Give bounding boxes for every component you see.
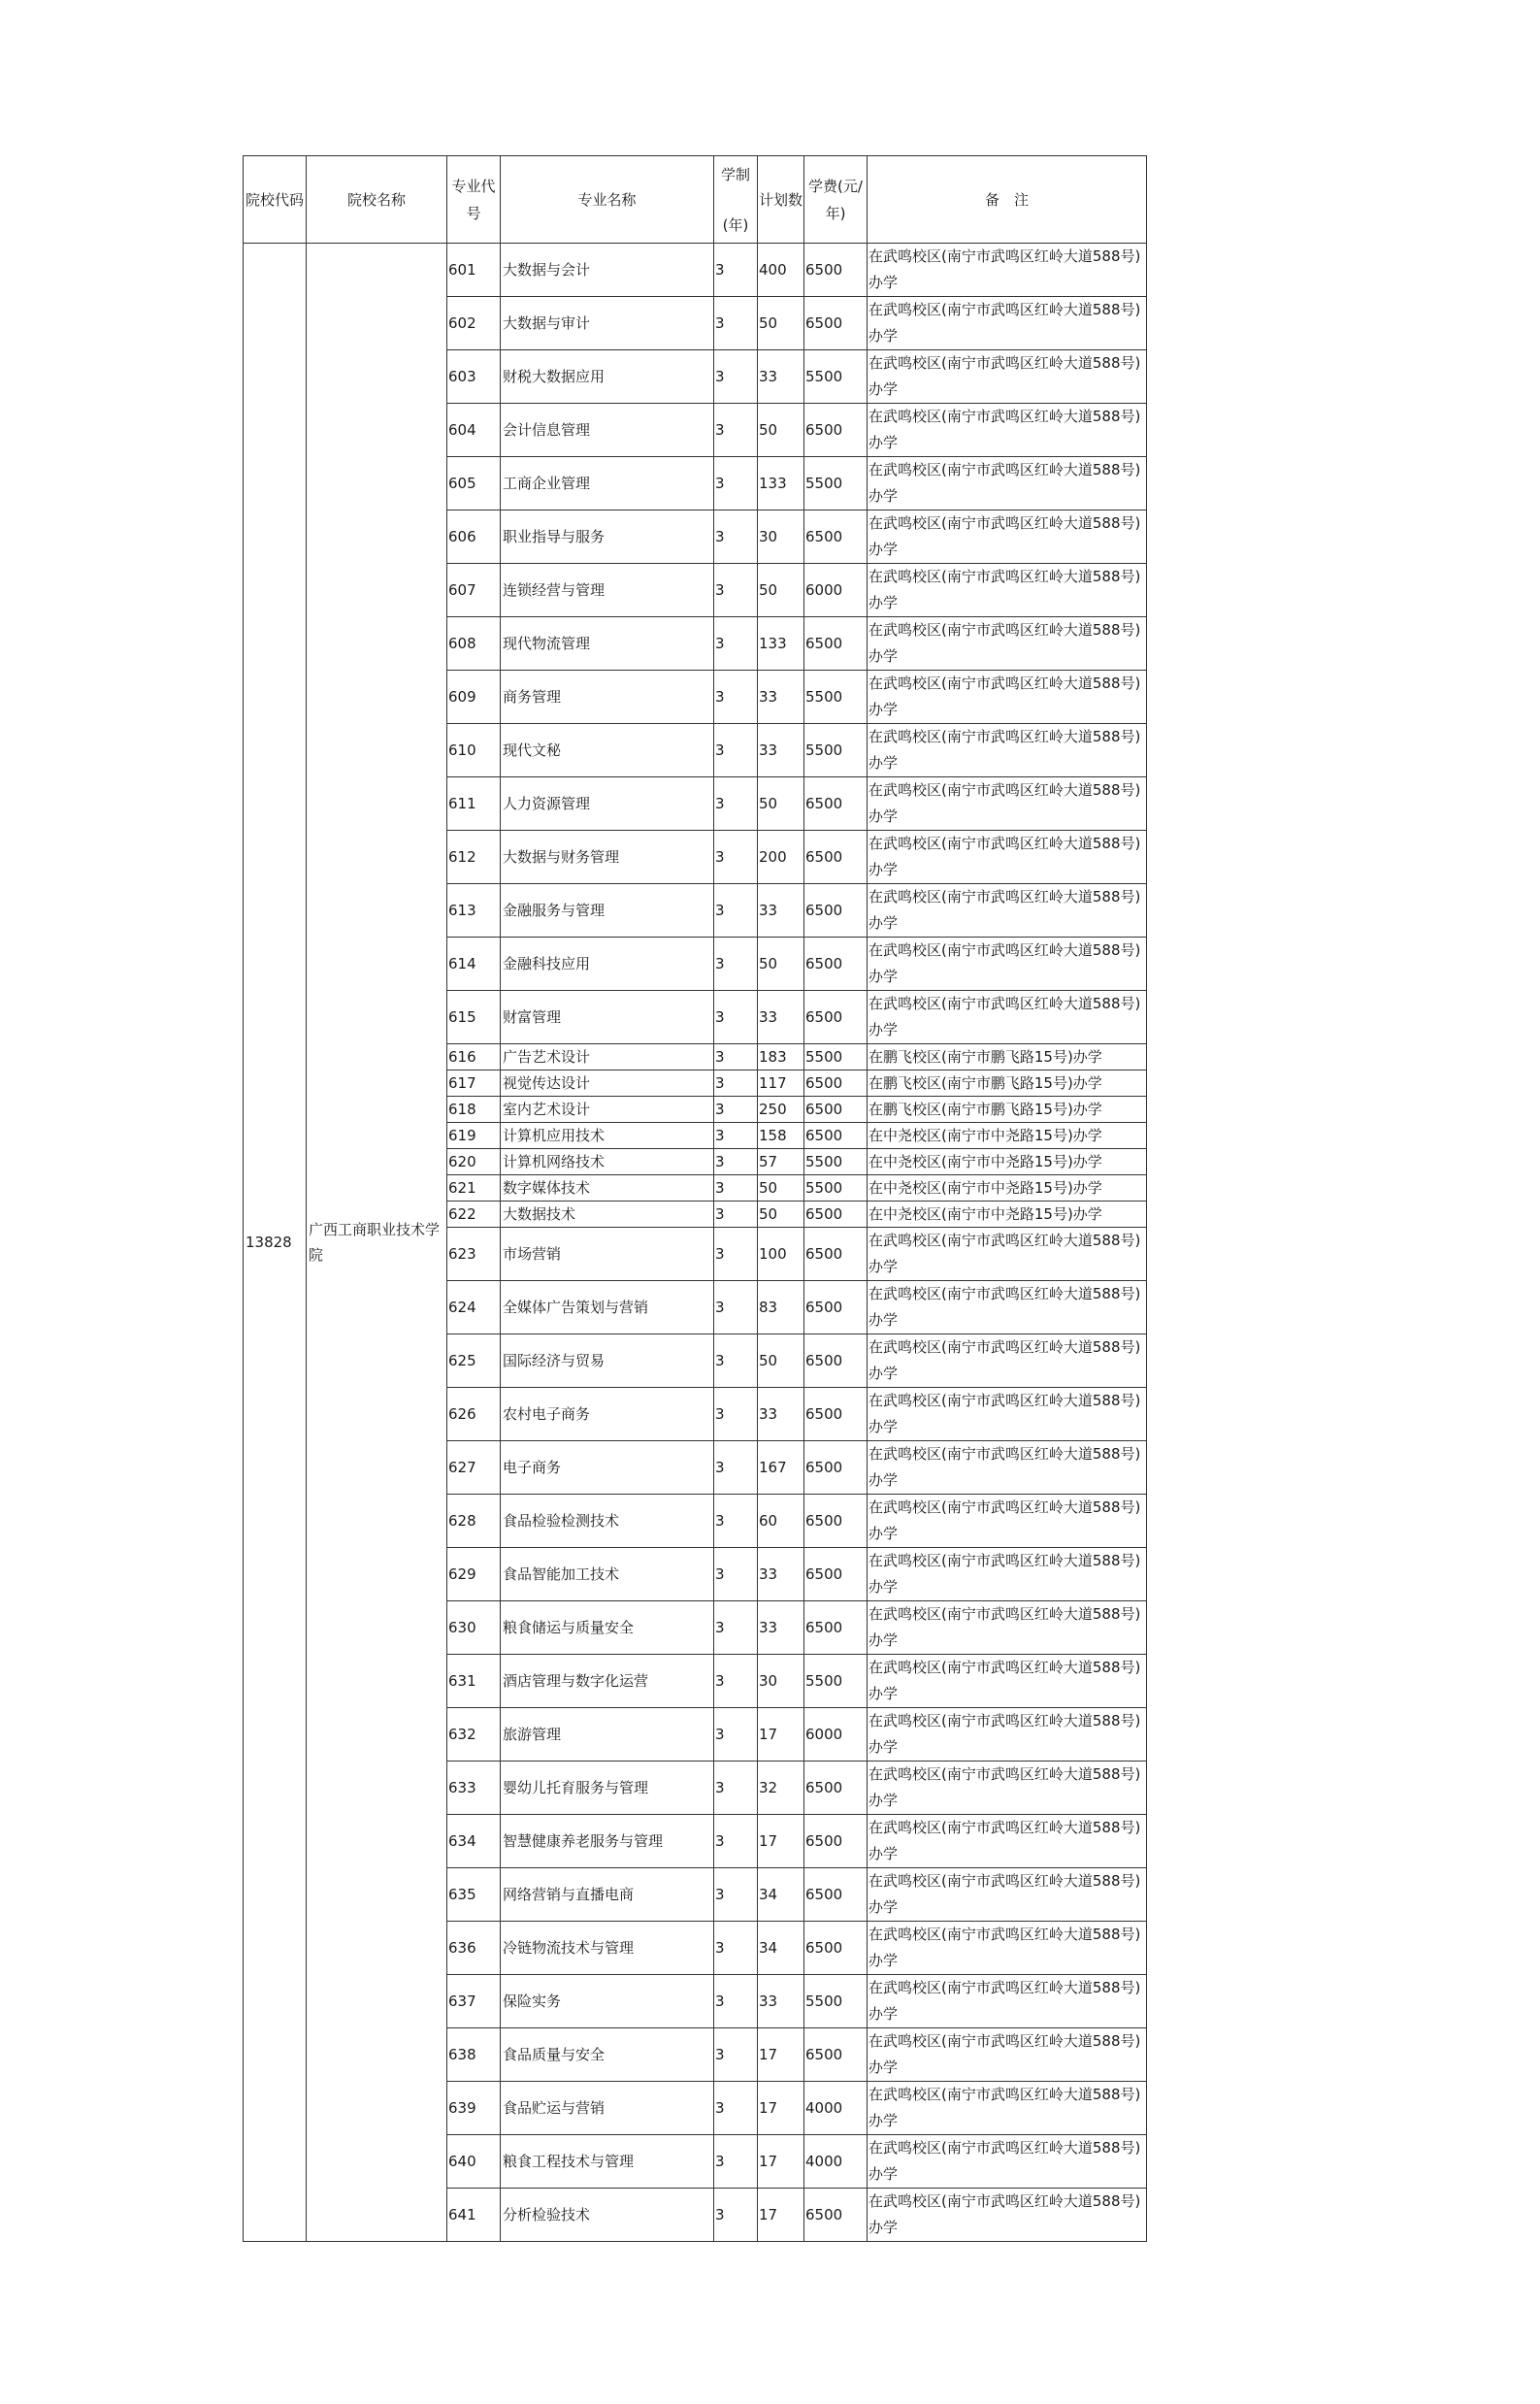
years-cell: 3 (714, 510, 758, 564)
major-name-cell: 视觉传达设计 (501, 1070, 714, 1097)
major-code-cell: 629 (447, 1548, 501, 1601)
years-cell: 3 (714, 1708, 758, 1762)
fee-cell: 6500 (804, 1922, 868, 1975)
years-cell: 3 (714, 564, 758, 617)
plan-cell: 250 (758, 1097, 804, 1123)
fee-cell: 6500 (804, 1334, 868, 1388)
plan-cell: 30 (758, 1655, 804, 1708)
years-cell: 3 (714, 991, 758, 1044)
major-name-cell: 网络营销与直播电商 (501, 1868, 714, 1922)
fee-cell: 6500 (804, 1601, 868, 1655)
major-name-cell: 大数据与审计 (501, 297, 714, 350)
years-cell: 3 (714, 671, 758, 724)
major-code-cell: 638 (447, 2028, 501, 2082)
major-code-cell: 619 (447, 1123, 501, 1149)
plan-cell: 33 (758, 991, 804, 1044)
fee-cell: 6500 (804, 404, 868, 457)
plan-cell: 158 (758, 1123, 804, 1149)
years-cell: 3 (714, 1975, 758, 2028)
header-years-bottom: (年) (722, 215, 749, 234)
years-cell: 3 (714, 724, 758, 777)
plan-cell: 167 (758, 1441, 804, 1495)
header-school-name: 院校名称 (307, 156, 447, 244)
major-code-cell: 607 (447, 564, 501, 617)
fee-cell: 6000 (804, 564, 868, 617)
major-code-cell: 626 (447, 1388, 501, 1441)
note-cell: 在武鸣校区(南宁市武鸣区红岭大道588号)办学 (868, 2135, 1147, 2189)
note-cell: 在武鸣校区(南宁市武鸣区红岭大道588号)办学 (868, 564, 1147, 617)
plan-cell: 17 (758, 2028, 804, 2082)
major-name-cell: 工商企业管理 (501, 457, 714, 510)
fee-cell: 6500 (804, 1495, 868, 1548)
fee-cell: 4000 (804, 2135, 868, 2189)
note-cell: 在武鸣校区(南宁市武鸣区红岭大道588号)办学 (868, 2028, 1147, 2082)
plan-cell: 50 (758, 1202, 804, 1228)
note-cell: 在武鸣校区(南宁市武鸣区红岭大道588号)办学 (868, 938, 1147, 991)
fee-cell: 6500 (804, 1070, 868, 1097)
major-name-cell: 旅游管理 (501, 1708, 714, 1762)
major-name-cell: 职业指导与服务 (501, 510, 714, 564)
note-cell: 在武鸣校区(南宁市武鸣区红岭大道588号)办学 (868, 777, 1147, 831)
plan-cell: 83 (758, 1281, 804, 1334)
plan-cell: 17 (758, 2189, 804, 2242)
header-major-code: 专业代号 (447, 156, 501, 244)
major-code-cell: 633 (447, 1762, 501, 1815)
note-cell: 在武鸣校区(南宁市武鸣区红岭大道588号)办学 (868, 831, 1147, 884)
major-name-cell: 现代物流管理 (501, 617, 714, 671)
note-cell: 在武鸣校区(南宁市武鸣区红岭大道588号)办学 (868, 671, 1147, 724)
major-code-cell: 620 (447, 1149, 501, 1175)
header-years-top: 学制 (720, 165, 750, 183)
fee-cell: 6500 (804, 1097, 868, 1123)
note-cell: 在武鸣校区(南宁市武鸣区红岭大道588号)办学 (868, 1495, 1147, 1548)
major-code-cell: 632 (447, 1708, 501, 1762)
note-cell: 在武鸣校区(南宁市武鸣区红岭大道588号)办学 (868, 404, 1147, 457)
years-cell: 3 (714, 777, 758, 831)
major-name-cell: 连锁经营与管理 (501, 564, 714, 617)
years-cell: 3 (714, 1762, 758, 1815)
fee-cell: 5500 (804, 724, 868, 777)
fee-cell: 6500 (804, 297, 868, 350)
major-code-cell: 630 (447, 1601, 501, 1655)
major-name-cell: 婴幼儿托育服务与管理 (501, 1762, 714, 1815)
major-name-cell: 分析检验技术 (501, 2189, 714, 2242)
fee-cell: 6500 (804, 991, 868, 1044)
plan-cell: 50 (758, 297, 804, 350)
plan-cell: 57 (758, 1149, 804, 1175)
enrollment-plan-sheet (243, 155, 1146, 2242)
note-cell: 在武鸣校区(南宁市武鸣区红岭大道588号)办学 (868, 1762, 1147, 1815)
major-code-cell: 634 (447, 1815, 501, 1868)
note-cell: 在鹏飞校区(南宁市鹏飞路15号)办学 (868, 1097, 1147, 1123)
plan-cell: 33 (758, 1601, 804, 1655)
major-code-cell: 618 (447, 1097, 501, 1123)
years-cell: 3 (714, 1495, 758, 1548)
plan-cell: 200 (758, 831, 804, 884)
years-cell: 3 (714, 2189, 758, 2242)
fee-cell: 5500 (804, 1044, 868, 1070)
plan-cell: 50 (758, 938, 804, 991)
school-code-cell: 13828 (244, 244, 307, 2242)
major-name-cell: 食品贮运与营销 (501, 2082, 714, 2135)
plan-cell: 100 (758, 1228, 804, 1281)
major-code-cell: 640 (447, 2135, 501, 2189)
years-cell: 3 (714, 1228, 758, 1281)
years-cell: 3 (714, 244, 758, 297)
fee-cell: 5500 (804, 350, 868, 404)
note-cell: 在武鸣校区(南宁市武鸣区红岭大道588号)办学 (868, 297, 1147, 350)
major-code-cell: 608 (447, 617, 501, 671)
major-code-cell: 639 (447, 2082, 501, 2135)
table-body (244, 244, 1147, 2242)
fee-cell: 6500 (804, 2189, 868, 2242)
fee-cell: 6500 (804, 2028, 868, 2082)
years-cell: 3 (714, 1070, 758, 1097)
major-name-cell: 数字媒体技术 (501, 1175, 714, 1202)
note-cell: 在武鸣校区(南宁市武鸣区红岭大道588号)办学 (868, 1388, 1147, 1441)
plan-cell: 50 (758, 1175, 804, 1202)
major-code-cell: 610 (447, 724, 501, 777)
major-code-cell: 637 (447, 1975, 501, 2028)
years-cell: 3 (714, 1601, 758, 1655)
fee-cell: 6500 (804, 1123, 868, 1149)
note-cell: 在武鸣校区(南宁市武鸣区红岭大道588号)办学 (868, 1281, 1147, 1334)
major-name-cell: 人力资源管理 (501, 777, 714, 831)
note-cell: 在武鸣校区(南宁市武鸣区红岭大道588号)办学 (868, 617, 1147, 671)
note-cell: 在武鸣校区(南宁市武鸣区红岭大道588号)办学 (868, 991, 1147, 1044)
major-code-cell: 641 (447, 2189, 501, 2242)
years-cell: 3 (714, 1175, 758, 1202)
fee-cell: 5500 (804, 1975, 868, 2028)
plan-cell: 34 (758, 1868, 804, 1922)
major-code-cell: 635 (447, 1868, 501, 1922)
major-code-cell: 613 (447, 884, 501, 938)
major-name-cell: 全媒体广告策划与营销 (501, 1281, 714, 1334)
years-cell: 3 (714, 2028, 758, 2082)
major-name-cell: 室内艺术设计 (501, 1097, 714, 1123)
years-cell: 3 (714, 1655, 758, 1708)
note-cell: 在武鸣校区(南宁市武鸣区红岭大道588号)办学 (868, 1601, 1147, 1655)
major-name-cell: 粮食储运与质量安全 (501, 1601, 714, 1655)
major-name-cell: 保险实务 (501, 1975, 714, 2028)
note-cell: 在武鸣校区(南宁市武鸣区红岭大道588号)办学 (868, 1708, 1147, 1762)
major-code-cell: 624 (447, 1281, 501, 1334)
major-code-cell: 609 (447, 671, 501, 724)
major-name-cell: 酒店管理与数字化运营 (501, 1655, 714, 1708)
major-name-cell: 粮食工程技术与管理 (501, 2135, 714, 2189)
major-code-cell: 617 (447, 1070, 501, 1097)
major-code-cell: 622 (447, 1202, 501, 1228)
plan-cell: 33 (758, 1975, 804, 2028)
years-cell: 3 (714, 1815, 758, 1868)
major-code-cell: 612 (447, 831, 501, 884)
major-name-cell: 国际经济与贸易 (501, 1334, 714, 1388)
plan-cell: 33 (758, 1548, 804, 1601)
major-name-cell: 计算机应用技术 (501, 1123, 714, 1149)
major-code-cell: 628 (447, 1495, 501, 1548)
fee-cell: 6500 (804, 1441, 868, 1495)
major-name-cell: 金融科技应用 (501, 938, 714, 991)
major-code-cell: 606 (447, 510, 501, 564)
note-cell: 在武鸣校区(南宁市武鸣区红岭大道588号)办学 (868, 884, 1147, 938)
major-code-cell: 611 (447, 777, 501, 831)
major-name-cell: 食品质量与安全 (501, 2028, 714, 2082)
years-cell: 3 (714, 938, 758, 991)
fee-cell: 6500 (804, 1762, 868, 1815)
plan-cell: 34 (758, 1922, 804, 1975)
header-school-code: 院校代码 (244, 156, 307, 244)
major-name-cell: 智慧健康养老服务与管理 (501, 1815, 714, 1868)
note-cell: 在武鸣校区(南宁市武鸣区红岭大道588号)办学 (868, 1975, 1147, 2028)
years-cell: 3 (714, 297, 758, 350)
years-cell: 3 (714, 1097, 758, 1123)
major-code-cell: 621 (447, 1175, 501, 1202)
note-cell: 在武鸣校区(南宁市武鸣区红岭大道588号)办学 (868, 1922, 1147, 1975)
note-cell: 在武鸣校区(南宁市武鸣区红岭大道588号)办学 (868, 1334, 1147, 1388)
years-cell: 3 (714, 1548, 758, 1601)
major-name-cell: 食品检验检测技术 (501, 1495, 714, 1548)
major-code-cell: 603 (447, 350, 501, 404)
note-cell: 在武鸣校区(南宁市武鸣区红岭大道588号)办学 (868, 1228, 1147, 1281)
plan-cell: 133 (758, 457, 804, 510)
years-cell: 3 (714, 2135, 758, 2189)
years-cell: 3 (714, 457, 758, 510)
fee-cell: 6500 (804, 510, 868, 564)
fee-cell: 6500 (804, 617, 868, 671)
plan-cell: 30 (758, 510, 804, 564)
note-cell: 在武鸣校区(南宁市武鸣区红岭大道588号)办学 (868, 2082, 1147, 2135)
note-cell: 在中尧校区(南宁市中尧路15号)办学 (868, 1202, 1147, 1228)
years-cell: 3 (714, 1044, 758, 1070)
plan-cell: 50 (758, 1334, 804, 1388)
fee-cell: 6500 (804, 1548, 868, 1601)
plan-cell: 17 (758, 2135, 804, 2189)
major-name-cell: 财富管理 (501, 991, 714, 1044)
years-cell: 3 (714, 831, 758, 884)
enrollment-table (243, 155, 1147, 2242)
years-cell: 3 (714, 1334, 758, 1388)
major-code-cell: 631 (447, 1655, 501, 1708)
major-name-cell: 金融服务与管理 (501, 884, 714, 938)
years-cell: 3 (714, 1441, 758, 1495)
table-row (244, 244, 1147, 297)
major-name-cell: 市场营销 (501, 1228, 714, 1281)
major-name-cell: 农村电子商务 (501, 1388, 714, 1441)
major-name-cell: 商务管理 (501, 671, 714, 724)
major-name-cell: 大数据技术 (501, 1202, 714, 1228)
fee-cell: 6500 (804, 1388, 868, 1441)
header-years (714, 156, 758, 244)
header-plan: 计划数 (758, 156, 804, 244)
plan-cell: 400 (758, 244, 804, 297)
major-name-cell: 电子商务 (501, 1441, 714, 1495)
fee-cell: 6000 (804, 1708, 868, 1762)
fee-cell: 4000 (804, 2082, 868, 2135)
plan-cell: 17 (758, 1815, 804, 1868)
plan-cell: 33 (758, 884, 804, 938)
note-cell: 在中尧校区(南宁市中尧路15号)办学 (868, 1123, 1147, 1149)
major-code-cell: 614 (447, 938, 501, 991)
major-name-cell: 会计信息管理 (501, 404, 714, 457)
major-name-cell: 广告艺术设计 (501, 1044, 714, 1070)
major-code-cell: 627 (447, 1441, 501, 1495)
header-row (244, 156, 1147, 244)
plan-cell: 50 (758, 564, 804, 617)
note-cell: 在武鸣校区(南宁市武鸣区红岭大道588号)办学 (868, 457, 1147, 510)
major-name-cell: 计算机网络技术 (501, 1149, 714, 1175)
note-cell: 在武鸣校区(南宁市武鸣区红岭大道588号)办学 (868, 1868, 1147, 1922)
note-cell: 在武鸣校区(南宁市武鸣区红岭大道588号)办学 (868, 1441, 1147, 1495)
years-cell: 3 (714, 1149, 758, 1175)
header-major-name: 专业名称 (501, 156, 714, 244)
fee-cell: 5500 (804, 457, 868, 510)
major-code-cell: 616 (447, 1044, 501, 1070)
years-cell: 3 (714, 1123, 758, 1149)
years-cell: 3 (714, 1868, 758, 1922)
major-name-cell: 财税大数据应用 (501, 350, 714, 404)
years-cell: 3 (714, 884, 758, 938)
years-cell: 3 (714, 1202, 758, 1228)
fee-cell: 6500 (804, 1202, 868, 1228)
major-name-cell: 现代文秘 (501, 724, 714, 777)
fee-cell: 5500 (804, 1655, 868, 1708)
note-cell: 在武鸣校区(南宁市武鸣区红岭大道588号)办学 (868, 1815, 1147, 1868)
fee-cell: 5500 (804, 671, 868, 724)
plan-cell: 183 (758, 1044, 804, 1070)
note-cell: 在中尧校区(南宁市中尧路15号)办学 (868, 1175, 1147, 1202)
note-cell: 在武鸣校区(南宁市武鸣区红岭大道588号)办学 (868, 244, 1147, 297)
fee-cell: 5500 (804, 1175, 868, 1202)
fee-cell: 6500 (804, 831, 868, 884)
plan-cell: 17 (758, 2082, 804, 2135)
major-code-cell: 615 (447, 991, 501, 1044)
years-cell: 3 (714, 2082, 758, 2135)
major-code-cell: 602 (447, 297, 501, 350)
plan-cell: 117 (758, 1070, 804, 1097)
major-code-cell: 604 (447, 404, 501, 457)
years-cell: 3 (714, 404, 758, 457)
header-note: 备 注 (868, 156, 1147, 244)
years-cell: 3 (714, 1388, 758, 1441)
major-code-cell: 625 (447, 1334, 501, 1388)
fee-cell: 5500 (804, 1149, 868, 1175)
plan-cell: 50 (758, 404, 804, 457)
plan-cell: 133 (758, 617, 804, 671)
note-cell: 在武鸣校区(南宁市武鸣区红岭大道588号)办学 (868, 1655, 1147, 1708)
plan-cell: 50 (758, 777, 804, 831)
fee-cell: 6500 (804, 1868, 868, 1922)
years-cell: 3 (714, 350, 758, 404)
plan-cell: 32 (758, 1762, 804, 1815)
note-cell: 在武鸣校区(南宁市武鸣区红岭大道588号)办学 (868, 510, 1147, 564)
note-cell: 在中尧校区(南宁市中尧路15号)办学 (868, 1149, 1147, 1175)
note-cell: 在鹏飞校区(南宁市鹏飞路15号)办学 (868, 1070, 1147, 1097)
note-cell: 在武鸣校区(南宁市武鸣区红岭大道588号)办学 (868, 724, 1147, 777)
plan-cell: 33 (758, 671, 804, 724)
fee-cell: 6500 (804, 1815, 868, 1868)
plan-cell: 60 (758, 1495, 804, 1548)
fee-cell: 6500 (804, 1228, 868, 1281)
fee-cell: 6500 (804, 1281, 868, 1334)
note-cell: 在鹏飞校区(南宁市鹏飞路15号)办学 (868, 1044, 1147, 1070)
years-cell: 3 (714, 617, 758, 671)
note-cell: 在武鸣校区(南宁市武鸣区红岭大道588号)办学 (868, 2189, 1147, 2242)
major-name-cell: 冷链物流技术与管理 (501, 1922, 714, 1975)
plan-cell: 17 (758, 1708, 804, 1762)
plan-cell: 33 (758, 724, 804, 777)
years-cell: 3 (714, 1281, 758, 1334)
school-name-cell: 广西工商职业技术学院 (307, 244, 447, 2242)
header-fee: 学费(元/年) (804, 156, 868, 244)
note-cell: 在武鸣校区(南宁市武鸣区红岭大道588号)办学 (868, 1548, 1147, 1601)
plan-cell: 33 (758, 1388, 804, 1441)
major-name-cell: 大数据与财务管理 (501, 831, 714, 884)
major-code-cell: 636 (447, 1922, 501, 1975)
major-code-cell: 623 (447, 1228, 501, 1281)
major-name-cell: 大数据与会计 (501, 244, 714, 297)
fee-cell: 6500 (804, 884, 868, 938)
plan-cell: 33 (758, 350, 804, 404)
years-cell: 3 (714, 1922, 758, 1975)
note-cell: 在武鸣校区(南宁市武鸣区红岭大道588号)办学 (868, 350, 1147, 404)
fee-cell: 6500 (804, 938, 868, 991)
major-code-cell: 601 (447, 244, 501, 297)
fee-cell: 6500 (804, 244, 868, 297)
fee-cell: 6500 (804, 777, 868, 831)
major-name-cell: 食品智能加工技术 (501, 1548, 714, 1601)
major-code-cell: 605 (447, 457, 501, 510)
